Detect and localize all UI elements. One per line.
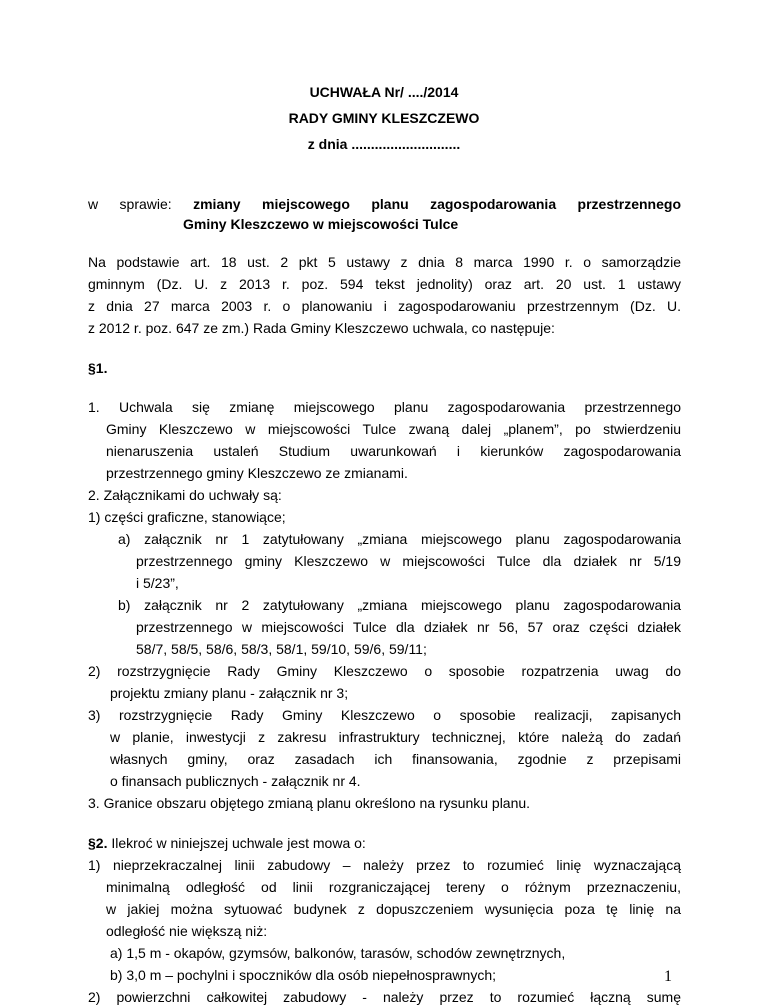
section-1-line: Gminy Kleszczewo w miejscowości Tulce zwaną dalej „planem”, po stwierdzeniu xyxy=(106,421,681,437)
basis-line: Na podstawie art. 18 ust. 2 pkt 5 ustawy z dnia 8 marca 1990 r. o samorządzie xyxy=(88,254,681,270)
council-name: RADY GMINY KLESZCZEWO xyxy=(288,110,480,126)
resolution-title: UCHWAŁA Nr/ ..../2014 xyxy=(309,84,459,100)
section-1-line: a) załącznik nr 1 zatytułowany „zmiana miejscowego planu zagospodarowania xyxy=(118,531,681,547)
section-1-line: 3. Granice obszaru objętego zmianą planu określono na rysunku planu. xyxy=(88,795,531,811)
section-1-line: przestrzennego w miejscowości Tulce dla działek nr 56, 57 oraz części działek xyxy=(136,619,681,635)
section-2-line: 2) powierzchni całkowitej zabudowy - należy przez to rozumieć łączną sumę xyxy=(88,989,681,1005)
section-1-line: 1) części graficzne, stanowiące; xyxy=(88,509,286,525)
page-number: 1 xyxy=(664,968,672,985)
section-2-intro-line xyxy=(88,832,681,854)
subject-title-2: Gminy Kleszczewo w miejscowości Tulce xyxy=(183,216,459,232)
section-2-line: 1) nieprzekraczalnej linii zabudowy – należy przez to rozumieć linię wyznaczającą xyxy=(88,857,681,873)
section-1-line: projektu zmiany planu - załącznik nr 3; xyxy=(110,685,349,701)
section-1-line: przestrzennego gminy Kleszczewo ze zmianami. xyxy=(106,465,408,481)
section-1-line: 2. Załącznikami do uchwały są: xyxy=(88,487,282,503)
section-2-line: minimalną odległość od linii rozgraniczającej tereny o różnym przeznaczeniu, xyxy=(106,879,681,895)
section-2-line: a) 1,5 m - okapów, gzymsów, balkonów, tarasów, schodów zewnętrznych, xyxy=(110,945,566,961)
section-1-line: w planie, inwestycji z zakresu infrastruktury technicznej, które należą do zadań xyxy=(110,729,681,745)
subject-prefix: w sprawie: xyxy=(88,196,172,212)
basis-line: gminnym (Dz. U. z 2013 r. poz. 594 tekst jednolity) oraz art. 20 ust. 1 ustawy xyxy=(88,276,681,292)
basis-line: z dnia 27 marca 2003 r. o planowaniu i zagospodarowaniu przestrzennym (Dz. U. xyxy=(88,298,681,314)
section-1-line: 58/7, 58/5, 58/6, 58/3, 58/1, 59/10, 59/6, 59/11; xyxy=(136,641,427,657)
section-2-intro: Ilekroć w niniejszej uchwale jest mowa o: xyxy=(111,835,366,851)
section-1-line: własnych gminy, oraz zasadach ich finansowania, zgodnie z przepisami xyxy=(110,751,681,767)
basis-line: z 2012 r. poz. 647 ze zm.) Rada Gminy Kleszczewo uchwala, co następuje: xyxy=(88,320,555,336)
section-1-line: o finansach publicznych - załącznik nr 4. xyxy=(110,773,361,789)
section-2-line: b) 3,0 m – pochylni i spoczników dla osób niepełnosprawnych; xyxy=(110,967,496,983)
section-1-line: 3) rozstrzygnięcie Rady Gminy Kleszczewo o sposobie realizacji, zapisanych xyxy=(88,707,681,723)
subject-line xyxy=(88,193,681,215)
section-1-line: b) załącznik nr 2 zatytułowany „zmiana miejscowego planu zagospodarowania xyxy=(118,597,681,613)
section-2-line: odległość nie większą niż: xyxy=(106,923,268,939)
section-1-line: i 5/23”, xyxy=(136,575,179,591)
subject-title-1: zmiany miejscowego planu zagospodarowania przestrzennego xyxy=(193,196,681,212)
resolution-date: z dnia ............................ xyxy=(307,136,461,152)
section-1-line: przestrzennego gminy Kleszczewo w miejscowości Tulce dla działek nr 5/19 xyxy=(136,553,681,569)
section-1-heading: §1. xyxy=(88,360,108,376)
section-2-heading: §2. xyxy=(88,835,108,851)
section-2-line: w jakiej można sytuować budynek z dopuszczeniem wysunięcia poza tę linię na xyxy=(106,901,681,917)
section-1-line: 2) rozstrzygnięcie Rady Gminy Kleszczewo o sposobie rozpatrzenia uwag do xyxy=(88,663,681,679)
section-1-line: 1. Uchwala się zmianę miejscowego planu zagospodarowania przestrzennego xyxy=(88,399,681,415)
section-1-line: nienaruszenia ustaleń Studium uwarunkowań i kierunków zagospodarowania xyxy=(106,443,681,459)
